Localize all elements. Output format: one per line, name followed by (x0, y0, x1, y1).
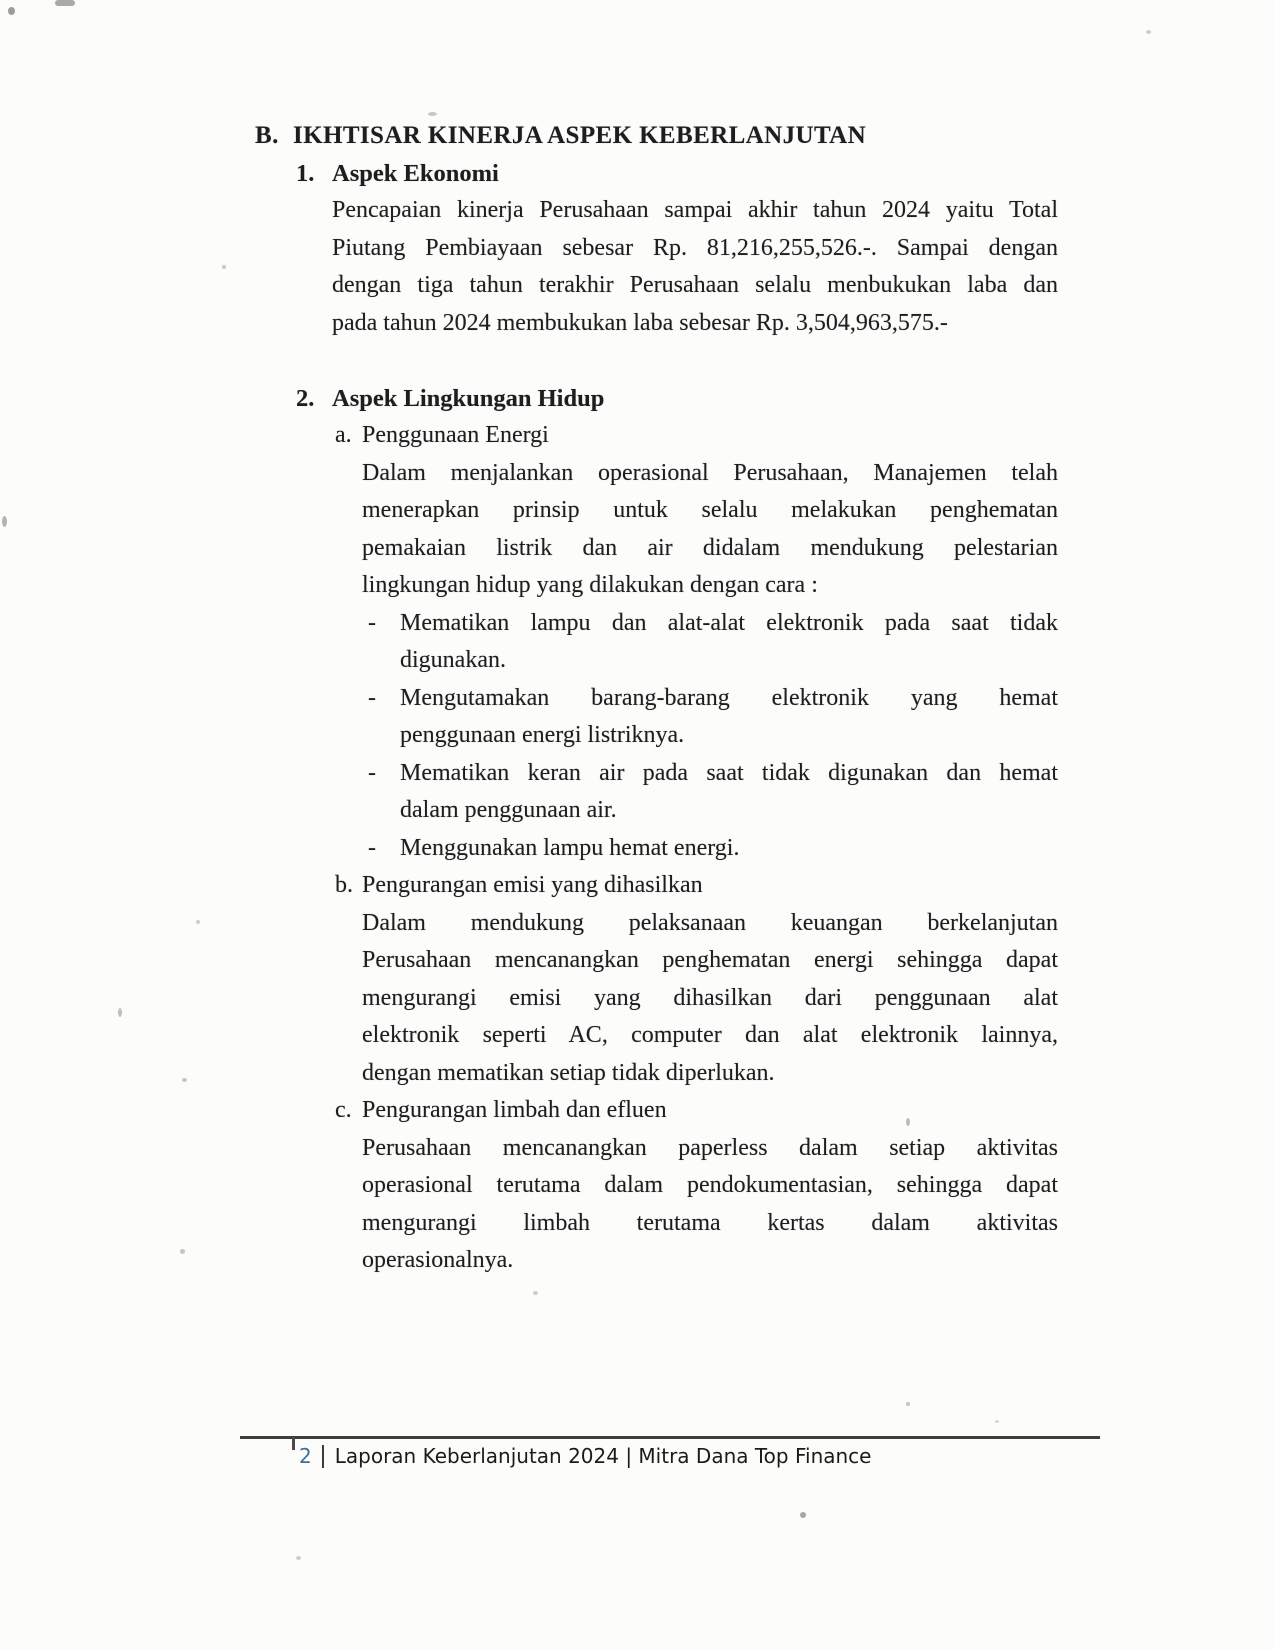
text-line: Perusahaan mencanangkan paperless dalam setiap aktivitas (362, 1134, 1058, 1161)
scan-speck (55, 0, 75, 6)
bullet-item (368, 830, 1275, 868)
item-label: c. (335, 1097, 352, 1123)
scan-speck (906, 1118, 910, 1126)
text-line: penggunaan energi listriknya. (400, 722, 685, 748)
paragraph (332, 192, 1058, 342)
text-line: mengurangi limbah terutama kertas dalam aktivitas (362, 1209, 1058, 1236)
scan-speck (182, 1078, 187, 1082)
text-line: Mengutamakan barang-barang elektronik yang hemat (400, 684, 1058, 711)
bullet-text (400, 830, 1058, 868)
section-label: 1. (296, 159, 315, 187)
bullet-text (400, 605, 1058, 680)
footer (299, 1441, 871, 1471)
scan-speck (995, 1420, 999, 1423)
footer-rule (240, 1436, 1100, 1439)
text-line: Mematikan lampu dan alat-alat elektronik pada saat tidak (400, 609, 1058, 636)
text-line: Pencapaian kinerja Perusahaan sampai akhir tahun 2024 yaitu Total (332, 197, 1058, 223)
scan-speck (296, 1556, 301, 1560)
text-line: Piutang Pembiayaan sebesar Rp. 81,216,255,526.-. Sampai dengan (332, 234, 1058, 261)
section-title: Aspek Lingkungan Hidup (332, 384, 605, 412)
bullet-text (400, 755, 1058, 830)
bullet-marker: - (368, 684, 376, 711)
list-item-heading (335, 1092, 1275, 1130)
text-line: menerapkan prinsip untuk selalu melakukan penghematan (362, 497, 1058, 523)
scan-speck (196, 920, 200, 924)
bullet-text (400, 680, 1058, 755)
text-line: Perusahaan mencanangkan penghematan energi sehingga dapat (362, 947, 1058, 973)
scan-speck (118, 1008, 122, 1017)
footer-divider (322, 1445, 324, 1468)
bullet-marker: - (368, 759, 376, 786)
section (255, 380, 1275, 1280)
paragraph (362, 1130, 1058, 1280)
section-heading (296, 155, 1275, 193)
page-number: 2 (299, 1444, 312, 1468)
footer-tick (292, 1437, 295, 1450)
scan-speck (800, 1512, 806, 1518)
item-label: b. (335, 872, 353, 898)
list-item-heading (335, 417, 1275, 455)
text-line: Dalam mendukung pelaksanaan keuangan berkelanjutan (362, 909, 1058, 936)
text-line: dengan tiga tahun terakhir Perusahaan selalu menbukukan laba dan (332, 272, 1058, 298)
document-heading-label: B. (255, 122, 279, 149)
scan-speck (2, 516, 7, 527)
section-heading (296, 380, 1275, 418)
text-line: operasional terutama dalam pendokumentasian, sehingga dapat (362, 1172, 1058, 1198)
text-line: Menggunakan lampu hemat energi. (400, 834, 740, 861)
scan-speck (180, 1249, 185, 1254)
scan-speck (8, 7, 15, 15)
document-sections (255, 155, 1275, 1280)
document-heading-title: IKHTISAR KINERJA ASPEK KEBERLANJUTAN (293, 122, 867, 149)
text-line: Mematikan keran air pada saat tidak digunakan dan hemat (400, 759, 1058, 786)
item-title: Pengurangan emisi yang dihasilkan (362, 872, 703, 898)
text-line: operasionalnya. (362, 1247, 514, 1273)
text-line: dalam penggunaan air. (400, 797, 617, 823)
item-label: a. (335, 422, 352, 448)
section-title: Aspek Ekonomi (332, 159, 499, 187)
bullet-item (368, 605, 1275, 680)
item-title: Penggunaan Energi (362, 422, 549, 448)
paragraph (362, 455, 1058, 605)
text-line: pada tahun 2024 membukukan laba sebesar Rp. 3,504,963,575.- (332, 309, 948, 336)
document-heading (255, 117, 1275, 155)
text-line: digunakan. (400, 647, 506, 673)
text-line: elektronik seperti AC, computer dan alat elektronik lainnya, (362, 1022, 1058, 1048)
section-label: 2. (296, 384, 315, 412)
bullet-marker: - (368, 834, 376, 861)
bullet-marker: - (368, 609, 376, 636)
bullet-item (368, 755, 1275, 830)
text-line: pemakaian listrik dan air didalam mendukung pelestarian (362, 534, 1058, 561)
paragraph (362, 905, 1058, 1093)
text-line: lingkungan hidup yang dilakukan dengan cara : (362, 572, 818, 598)
text-line: mengurangi emisi yang dihasilkan dari penggunaan alat (362, 984, 1058, 1011)
scan-speck (906, 1402, 910, 1406)
item-title: Pengurangan limbah dan efluen (362, 1097, 667, 1123)
text-line: Dalam menjalankan operasional Perusahaan, Manajemen telah (362, 459, 1058, 486)
scan-speck (222, 265, 226, 269)
footer-text: Laporan Keberlanjutan 2024 | Mitra Dana Top Finance (334, 1444, 872, 1468)
bullet-item (368, 680, 1275, 755)
list-item-heading (335, 867, 1275, 905)
section (255, 155, 1275, 343)
scan-speck (1146, 30, 1151, 34)
scan-speck (533, 1291, 538, 1295)
scan-speck (428, 112, 437, 116)
text-line: dengan mematikan setiap tidak diperlukan. (362, 1059, 775, 1086)
